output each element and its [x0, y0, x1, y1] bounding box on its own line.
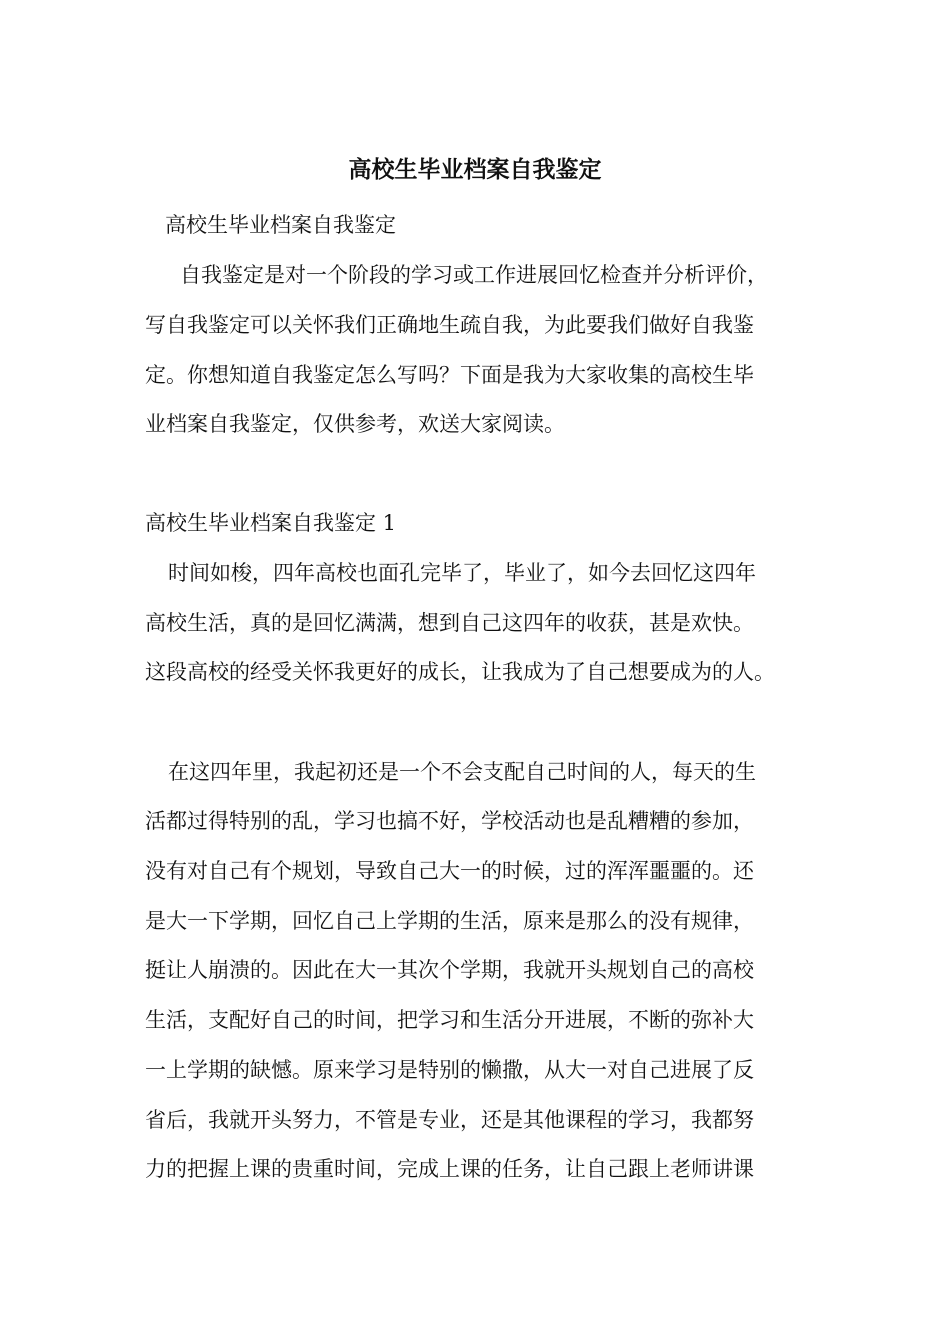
intro-line: 业档案自我鉴定，仅供参考，欢送大家阅读。: [145, 412, 565, 436]
paragraph-line: 生活，支配好自己的时间，把学习和生活分开进展，不断的弥补大: [145, 1008, 754, 1032]
intro-line: 写自我鉴定可以关怀我们正确地生疏自我，为此要我们做好自我鉴: [145, 313, 754, 337]
paragraph-line: 一上学期的缺憾。原来学习是特别的懒撒，从大一对自己进展了反: [145, 1058, 754, 1082]
paragraph-line: 在这四年里，我起初还是一个不会支配自己时间的人，每天的生: [168, 760, 756, 784]
document-title: 高校生毕业档案自我鉴定: [348, 156, 602, 183]
intro-line: 自我鉴定是对一个阶段的学习或工作进展回忆检查并分析评价，: [180, 263, 768, 287]
paragraph-line: 高校生活，真的是回忆满满，想到自己这四年的收获，甚是欢快。: [145, 611, 754, 635]
paragraph-line: 活都过得特别的乱，学习也搞不好，学校活动也是乱糟糟的参加，: [145, 809, 754, 833]
section-heading: 高校生毕业档案自我鉴定 1: [145, 511, 397, 535]
paragraph-line: 这段高校的经受关怀我更好的成长，让我成为了自己想要成为的人。: [145, 660, 775, 684]
paragraph-line: 挺让人崩溃的。因此在大一其次个学期，我就开头规划自己的高校: [145, 958, 754, 982]
paragraph-line: 没有对自己有个规划，导致自己大一的时候，过的浑浑噩噩的。还: [145, 859, 754, 883]
paragraph-line: 力的把握上课的贵重时间，完成上课的任务，让自己跟上老师讲课: [145, 1157, 754, 1181]
intro-line: 定。你想知道自我鉴定怎么写吗？下面是我为大家收集的高校生毕: [145, 363, 754, 387]
paragraph-line: 是大一下学期，回忆自己上学期的生活，原来是那么的没有规律，: [145, 909, 754, 933]
paragraph-line: 时间如梭，四年高校也面孔完毕了，毕业了，如今去回忆这四年: [168, 561, 756, 585]
document-subtitle: 高校生毕业档案自我鉴定: [165, 213, 396, 237]
paragraph-line: 省后，我就开头努力，不管是专业，还是其他课程的学习，我都努: [145, 1108, 754, 1132]
